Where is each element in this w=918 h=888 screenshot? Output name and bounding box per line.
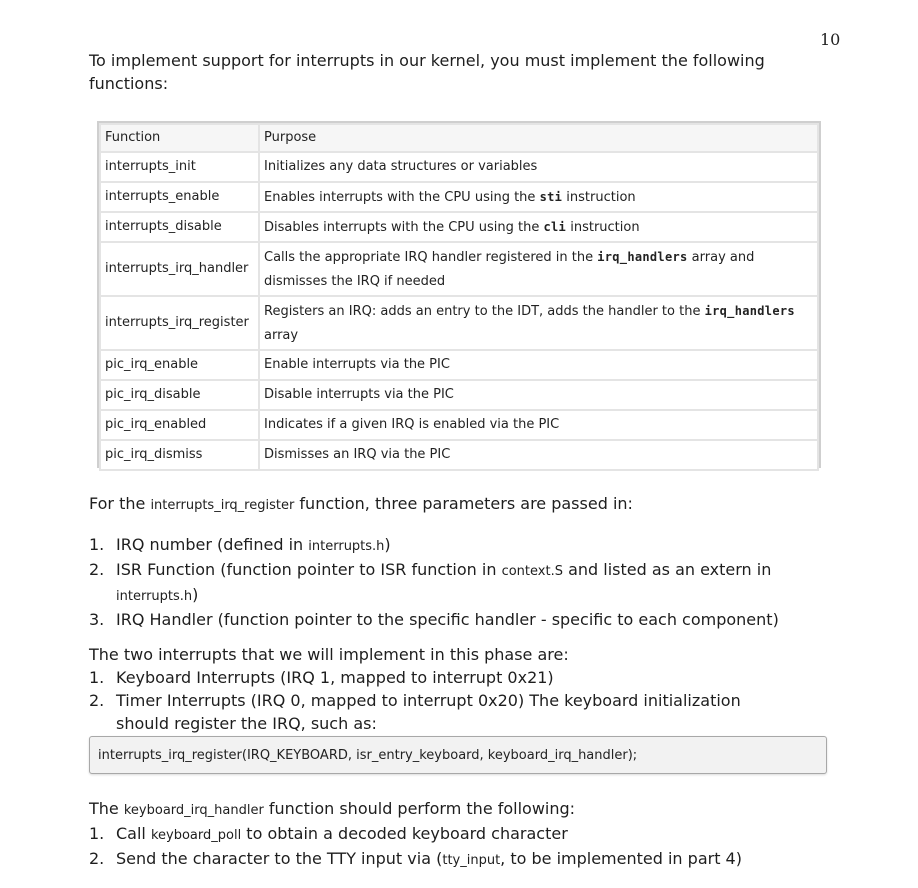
table-row [100,296,818,350]
item-code: tty_input [442,853,501,868]
inline-code: irq_handlers [597,249,688,264]
params-intro-pre: For the [89,494,146,513]
item-code: interrupts.h [308,539,385,554]
table-row [100,410,818,440]
params-list [89,533,819,631]
list-number: 1. [89,824,105,843]
item-text: Keyboard Interrupts (IRQ 1, mapped to interrupt 0x21) [116,668,554,687]
list-item-continuation [89,583,819,608]
table-row [100,380,818,410]
item-text: IRQ Handler (function pointer to the specific handler - specific to each component) [116,610,779,629]
list-item [89,822,819,847]
fn-cell: interrupts_irq_handler [100,242,259,296]
purpose-cell [259,152,818,182]
purpose-text: Enables interrupts with the CPU using the [264,189,536,205]
handler-section [89,797,819,872]
purpose-text: Disables interrupts with the CPU using the [264,219,540,235]
handler-intro-pre: The [89,799,119,818]
item-text: , to be implemented in part 4) [500,849,742,868]
item-text: and listed as an extern in [568,560,772,579]
fn-cell: pic_irq_enabled [100,410,259,440]
table-header-row [100,124,818,152]
handler-intro-code: keyboard_irq_handler [123,803,264,818]
functions-table [97,121,821,468]
list-item [89,666,819,689]
handler-intro-post: function should perform the following: [268,799,576,818]
list-item-continuation: should register the IRQ, such as: [116,714,377,733]
params-intro-code: interrupts_irq_register [150,498,295,513]
list-item [89,847,819,872]
purpose-cell: Indicates if a given IRQ is enabled via the PIC [259,410,818,440]
item-text: IRQ number (defined in [116,535,304,554]
item-text: Call [116,824,146,843]
table-row [100,182,818,212]
inline-code: sti [539,189,563,204]
table-row [100,242,818,296]
list-item [89,608,819,631]
purpose-cell [259,242,818,296]
item-text: ) [192,585,199,604]
purpose-cell [259,212,818,242]
table-row [100,350,818,380]
purpose-text-post: instruction [570,219,640,235]
item-code: keyboard_poll [150,828,242,843]
purpose-text-post: array [264,327,299,343]
code-example: interrupts_irq_register(IRQ_KEYBOARD, isr_entry_keyboard, keyboard_irq_handler); [89,736,827,774]
page-number: 10 [820,30,841,49]
phase-intro: The two interrupts that we will implement in this phase are: [89,645,569,664]
params-intro [89,492,633,517]
purpose-text-post: instruction [566,189,636,205]
fn-cell: interrupts_enable [100,182,259,212]
fn-cell: interrupts_irq_register [100,296,259,350]
item-text: ISR Function (function pointer to ISR function in [116,560,497,579]
item-code: context.S [501,564,563,579]
fn-cell: interrupts_init [100,152,259,182]
inline-code: cli [543,219,567,234]
list-item [89,533,819,558]
fn-cell: pic_irq_disable [100,380,259,410]
list-item [89,558,819,583]
list-number: 2. [89,849,105,868]
table-row [100,212,818,242]
purpose-text: Registers an IRQ: adds an entry to the IDT, adds the handler to the [264,303,701,319]
list-item [89,689,819,712]
list-number: 2. [89,560,105,579]
purpose-cell: Enable interrupts via the PIC [259,350,818,380]
table-row [100,440,818,470]
purpose-cell [259,296,818,350]
purpose-text: Initializes any data structures or variables [264,159,538,174]
purpose-cell: Disable interrupts via the PIC [259,380,818,410]
purpose-cell [259,182,818,212]
list-number: 2. [89,691,105,710]
params-intro-post: function, three parameters are passed in: [299,494,633,513]
fn-cell: interrupts_disable [100,212,259,242]
table-row [100,152,818,182]
fn-cell: pic_irq_enable [100,350,259,380]
item-text: ) [384,535,391,554]
header-purpose: Purpose [259,124,818,152]
item-text: to obtain a decoded keyboard character [246,824,568,843]
fn-cell: pic_irq_dismiss [100,440,259,470]
purpose-text-post: array and dismisses the IRQ if needed [264,249,755,289]
handler-intro [89,797,819,822]
intro-paragraph: To implement support for interrupts in our kernel, you must implement the following functions: [89,51,765,93]
list-number: 3. [89,610,105,629]
header-function: Function [100,124,259,152]
list-number: 1. [89,668,105,687]
inline-code: irq_handlers [704,303,795,318]
item-text: Send the character to the TTY input via ( [116,849,443,868]
phase-section [89,643,819,735]
item-code: interrupts.h [116,589,193,604]
item-text: Timer Interrupts (IRQ 0, mapped to interrupt 0x20) The keyboard initialization [116,691,741,710]
purpose-cell: Dismisses an IRQ via the PIC [259,440,818,470]
purpose-text: Calls the appropriate IRQ handler registered in the [264,249,594,265]
list-number: 1. [89,535,105,554]
